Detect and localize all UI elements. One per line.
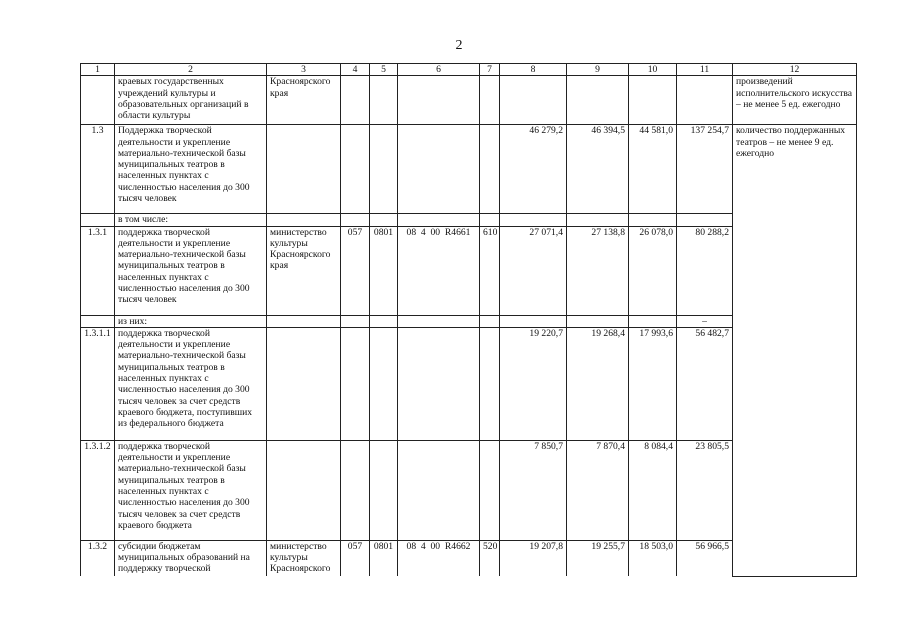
- row-year1: 19 207,8: [500, 540, 567, 576]
- row-year3: 18 503,0: [629, 540, 677, 576]
- row-vr: 520: [480, 540, 500, 576]
- row-year1: [500, 76, 567, 125]
- row-rzpr: 0801: [370, 540, 398, 576]
- row-year2: 46 394,5: [567, 125, 629, 214]
- column-header: 12: [733, 64, 857, 76]
- row-year2: 19 255,7: [567, 540, 629, 576]
- row-year3: 8 084,4: [629, 440, 677, 540]
- row-year2: 19 268,4: [567, 327, 629, 440]
- row-total-mark: –: [677, 315, 733, 327]
- row-year2: [567, 76, 629, 125]
- column-header: 10: [629, 64, 677, 76]
- page-number: 2: [455, 38, 463, 53]
- row-total: 23 805,5: [677, 440, 733, 540]
- column-header: 2: [115, 64, 267, 76]
- column-header: 6: [398, 64, 480, 76]
- row-year1: 19 220,7: [500, 327, 567, 440]
- row-org: министерство культуры Красноярского края: [267, 226, 341, 315]
- row-number: 1.3: [81, 125, 115, 214]
- row-grbs: [341, 327, 370, 440]
- row-vr: [480, 125, 500, 214]
- row-grbs: 057: [341, 540, 370, 576]
- row-rzpr: [370, 125, 398, 214]
- row-name: Поддержка творческой деятельности и укрепление материально-технической базы муниципальных театров в населенных пунктах с численностью населения до 300 тысяч человек: [115, 125, 267, 214]
- row-name: поддержка творческой деятельности и укрепление материально-технической базы муниципальных театров в населенных пунктах с численностью населения до 300 тысяч человек: [115, 226, 267, 315]
- column-header: 4: [341, 64, 370, 76]
- row-total: 56 482,7: [677, 327, 733, 440]
- row-number: [81, 76, 115, 125]
- row-year1: 46 279,2: [500, 125, 567, 214]
- column-header: 5: [370, 64, 398, 76]
- row-org: [267, 125, 341, 214]
- row-number: 1.3.2: [81, 540, 115, 576]
- row-year1: 7 850,7: [500, 440, 567, 540]
- column-header: 7: [480, 64, 500, 76]
- row-name: субсидии бюджетам муниципальных образований на поддержку творческой: [115, 540, 267, 576]
- row-grbs: [341, 125, 370, 214]
- row-csr: [398, 125, 480, 214]
- row-year2: 27 138,8: [567, 226, 629, 315]
- row-year3: 17 993,6: [629, 327, 677, 440]
- row-name: поддержка творческой деятельности и укрепление материально-технической базы муниципальных театров в населенных пунктах с численностью населения до 300 тысяч человек за счет средств краевого бюджета: [115, 440, 267, 540]
- row-number: [81, 315, 115, 327]
- row-grbs: [341, 76, 370, 125]
- row-csr: [398, 76, 480, 125]
- column-header: 11: [677, 64, 733, 76]
- column-header: 8: [500, 64, 567, 76]
- row-rzpr: [370, 76, 398, 125]
- row-result: количество поддержанных театров – не менее 9 ед. ежегодно: [733, 125, 857, 577]
- column-header: 1: [81, 64, 115, 76]
- row-name: краевых государственных учреждений культуры и образовательных организаций в области культуры: [115, 76, 267, 125]
- budget-table: [80, 63, 857, 577]
- row-org: министерство культуры Красноярского: [267, 540, 341, 576]
- row-grbs: [341, 440, 370, 540]
- row-year2: 7 870,4: [567, 440, 629, 540]
- row-name: из них:: [115, 315, 267, 327]
- row-number: 1.3.1: [81, 226, 115, 315]
- row-csr: [398, 327, 480, 440]
- row-year3: 26 078,0: [629, 226, 677, 315]
- row-total: 56 966,5: [677, 540, 733, 576]
- row-number: 1.3.1.1: [81, 327, 115, 440]
- row-csr: [398, 440, 480, 540]
- row-vr: [480, 440, 500, 540]
- row-year3: 44 581,0: [629, 125, 677, 214]
- table-row: [81, 76, 857, 125]
- row-year1: 27 071,4: [500, 226, 567, 315]
- row-csr: 08 4 00 R4661: [398, 226, 480, 315]
- column-header: 3: [267, 64, 341, 76]
- row-total: [677, 76, 733, 125]
- row-rzpr: [370, 440, 398, 540]
- row-org: [267, 327, 341, 440]
- row-rzpr: [370, 327, 398, 440]
- header-row: [81, 64, 857, 76]
- row-number: [81, 214, 115, 226]
- row-vr: [480, 327, 500, 440]
- table-row: [81, 125, 857, 214]
- row-result: произведений исполнительского искусства – не менее 5 ед. ежегодно: [733, 76, 857, 125]
- row-year3: [629, 76, 677, 125]
- row-csr: 08 4 00 R4662: [398, 540, 480, 576]
- row-number: 1.3.1.2: [81, 440, 115, 540]
- row-total: 80 288,2: [677, 226, 733, 315]
- row-rzpr: 0801: [370, 226, 398, 315]
- row-org: [267, 440, 341, 540]
- row-name: в том числе:: [115, 214, 267, 226]
- row-vr: 610: [480, 226, 500, 315]
- row-org: Красноярского края: [267, 76, 341, 125]
- column-header: 9: [567, 64, 629, 76]
- row-vr: [480, 76, 500, 125]
- row-total: 137 254,7: [677, 125, 733, 214]
- row-grbs: 057: [341, 226, 370, 315]
- row-name: поддержка творческой деятельности и укрепление материально-технической базы муниципальных театров в населенных пунктах с численностью населения до 300 тысяч человек за счет средств краевого бюджета, поступивших из федерального бюджета: [115, 327, 267, 440]
